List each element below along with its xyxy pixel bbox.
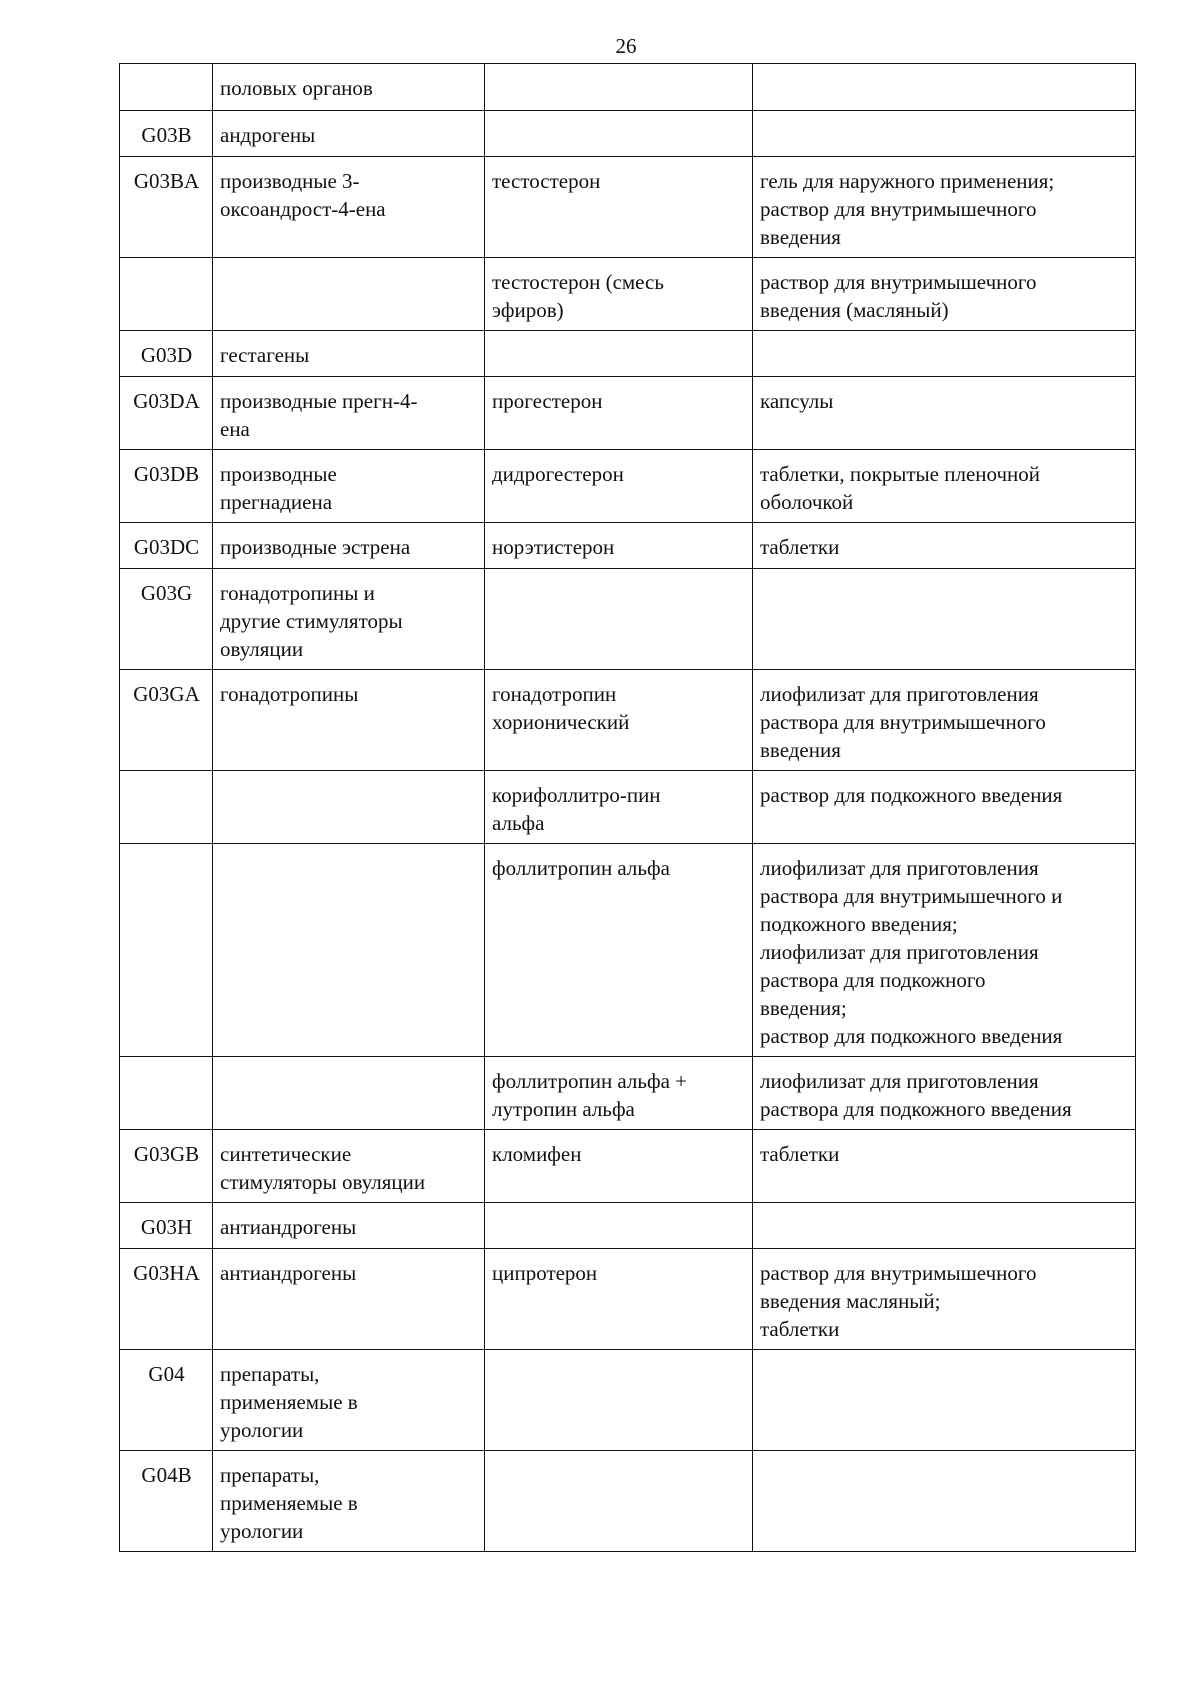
table-row [120, 569, 1136, 670]
atc-code-cell [120, 771, 213, 844]
drug-name-cell: норэтистерон [485, 523, 753, 569]
atc-code-cell: G04B [120, 1451, 213, 1552]
page-number: 26 [615, 34, 637, 58]
dosage-form-cell: раствор для внутримышечного введения масляный; таблетки [753, 1249, 1136, 1350]
dosage-form-cell: раствор для подкожного введения [753, 771, 1136, 844]
table-row [120, 157, 1136, 258]
group-name-cell [213, 258, 485, 331]
dosage-form-cell: лиофилизат для приготовления раствора для внутримышечного и подкожного введения; лиофилизат для приготовления раствора для подкожного введения; раствор для подкожного введения [753, 844, 1136, 1057]
atc-code-cell: G03DC [120, 523, 213, 569]
dosage-form-cell [753, 569, 1136, 670]
dosage-form-cell: капсулы [753, 377, 1136, 450]
drug-name-cell [485, 1203, 753, 1249]
atc-code-cell: G03BA [120, 157, 213, 258]
atc-code-cell: G03B [120, 111, 213, 157]
atc-code-cell: G03DB [120, 450, 213, 523]
group-name-cell: производные 3- оксоандрост-4-ена [213, 157, 485, 258]
drug-name-cell [485, 1350, 753, 1451]
atc-code-cell: G04 [120, 1350, 213, 1451]
table-row [120, 331, 1136, 377]
table-row [120, 523, 1136, 569]
table-row [120, 844, 1136, 1057]
dosage-form-cell [753, 64, 1136, 111]
atc-code-cell: G03G [120, 569, 213, 670]
table-row [120, 64, 1136, 111]
atc-table-body [120, 64, 1136, 1552]
table-row [120, 1057, 1136, 1130]
atc-code-cell [120, 64, 213, 111]
dosage-form-cell: гель для наружного применения; раствор для внутримышечного введения [753, 157, 1136, 258]
table-row [120, 1451, 1136, 1552]
group-name-cell: андрогены [213, 111, 485, 157]
table-row [120, 377, 1136, 450]
group-name-cell: препараты, применяемые в урологии [213, 1350, 485, 1451]
group-name-cell: препараты, применяемые в урологии [213, 1451, 485, 1552]
group-name-cell [213, 1057, 485, 1130]
table-row [120, 1249, 1136, 1350]
dosage-form-cell: раствор для внутримышечного введения (масляный) [753, 258, 1136, 331]
group-name-cell: производные прегнадиена [213, 450, 485, 523]
group-name-cell: половых органов [213, 64, 485, 111]
atc-code-cell [120, 844, 213, 1057]
table-row [120, 1130, 1136, 1203]
table-row [120, 771, 1136, 844]
atc-code-cell: G03D [120, 331, 213, 377]
atc-code-cell [120, 258, 213, 331]
dosage-form-cell [753, 1350, 1136, 1451]
drug-name-cell: дидрогестерон [485, 450, 753, 523]
dosage-form-cell [753, 1451, 1136, 1552]
group-name-cell: синтетические стимуляторы овуляции [213, 1130, 485, 1203]
atc-code-cell: G03GA [120, 670, 213, 771]
table-row [120, 258, 1136, 331]
drug-name-cell: корифоллитро-пин альфа [485, 771, 753, 844]
atc-table [119, 63, 1136, 1552]
dosage-form-cell: таблетки [753, 523, 1136, 569]
dosage-form-cell: таблетки [753, 1130, 1136, 1203]
group-name-cell: производные прегн-4- ена [213, 377, 485, 450]
dosage-form-cell [753, 111, 1136, 157]
group-name-cell [213, 844, 485, 1057]
drug-name-cell [485, 331, 753, 377]
atc-code-cell: G03HA [120, 1249, 213, 1350]
dosage-form-cell [753, 331, 1136, 377]
group-name-cell: антиандрогены [213, 1203, 485, 1249]
group-name-cell: антиандрогены [213, 1249, 485, 1350]
table-row [120, 450, 1136, 523]
drug-name-cell: фоллитропин альфа + лутропин альфа [485, 1057, 753, 1130]
dosage-form-cell: лиофилизат для приготовления раствора для внутримышечного введения [753, 670, 1136, 771]
drug-name-cell: фоллитропин альфа [485, 844, 753, 1057]
drug-name-cell: ципротерон [485, 1249, 753, 1350]
drug-name-cell [485, 111, 753, 157]
dosage-form-cell [753, 1203, 1136, 1249]
group-name-cell: гонадотропины [213, 670, 485, 771]
atc-code-cell: G03DA [120, 377, 213, 450]
atc-code-cell [120, 1057, 213, 1130]
dosage-form-cell: лиофилизат для приготовления раствора для подкожного введения [753, 1057, 1136, 1130]
drug-name-cell: тестостерон [485, 157, 753, 258]
table-row [120, 111, 1136, 157]
drug-name-cell: тестостерон (смесь эфиров) [485, 258, 753, 331]
drug-name-cell: кломифен [485, 1130, 753, 1203]
atc-code-cell: G03H [120, 1203, 213, 1249]
drug-name-cell [485, 569, 753, 670]
dosage-form-cell: таблетки, покрытые пленочной оболочкой [753, 450, 1136, 523]
group-name-cell [213, 771, 485, 844]
group-name-cell: гестагены [213, 331, 485, 377]
group-name-cell: гонадотропины и другие стимуляторы овуляции [213, 569, 485, 670]
drug-name-cell [485, 64, 753, 111]
table-row [120, 1203, 1136, 1249]
table-row [120, 1350, 1136, 1451]
group-name-cell: производные эстрена [213, 523, 485, 569]
drug-name-cell: прогестерон [485, 377, 753, 450]
table-row [120, 670, 1136, 771]
drug-name-cell [485, 1451, 753, 1552]
drug-name-cell: гонадотропин хорионический [485, 670, 753, 771]
atc-code-cell: G03GB [120, 1130, 213, 1203]
